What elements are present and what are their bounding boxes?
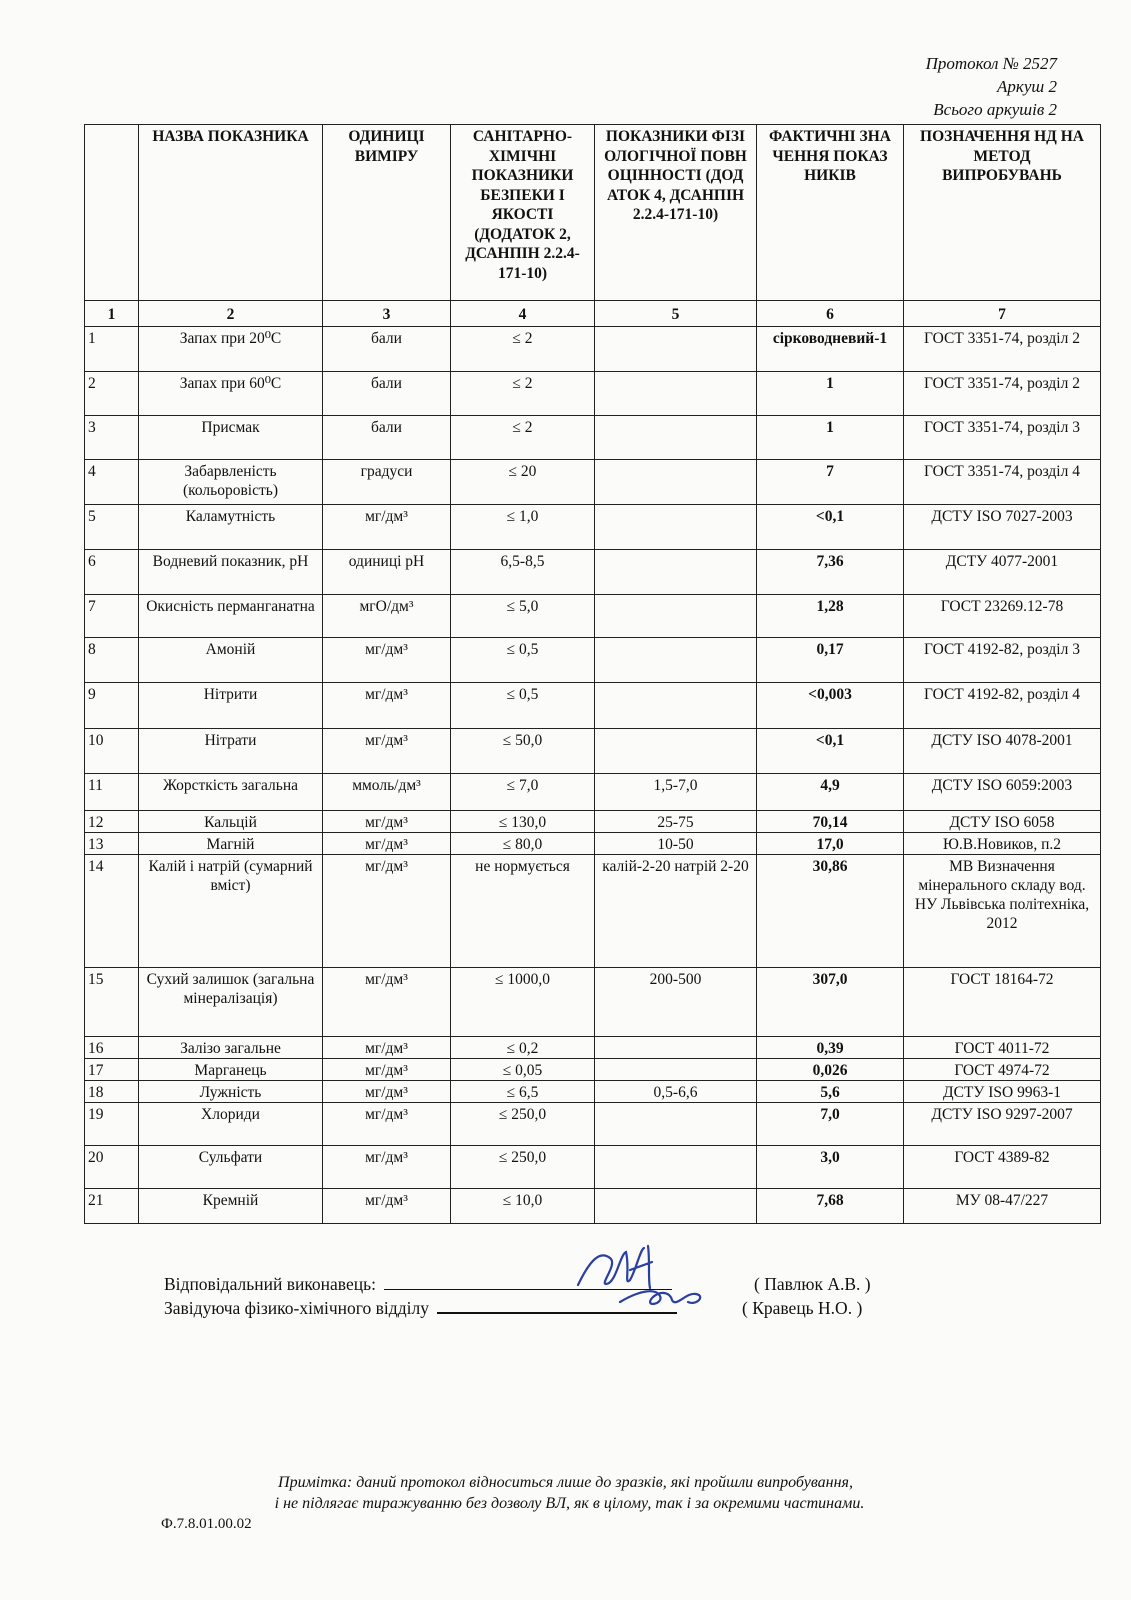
col-number: 6 bbox=[757, 301, 904, 327]
actual-value-cell: 1,28 bbox=[757, 595, 904, 638]
sanitary-norm-cell: 6,5-8,5 bbox=[451, 550, 595, 595]
table-row bbox=[85, 327, 1101, 372]
method-cell: ГОСТ 4192-82, розділ 4 bbox=[904, 683, 1101, 729]
physiological-norm-cell: 0,5-6,6 bbox=[595, 1081, 757, 1103]
physiological-norm-cell: 10-50 bbox=[595, 833, 757, 855]
col-header-name: НАЗВА ПОКАЗНИКА bbox=[139, 125, 323, 301]
sanitary-norm-cell: ≤ 250,0 bbox=[451, 1146, 595, 1189]
unit-cell: мг/дм³ bbox=[323, 638, 451, 683]
col-header-unit: ОДИНИЦІ ВИМІРУ bbox=[323, 125, 451, 301]
method-cell: ГОСТ 3351-74, розділ 2 bbox=[904, 327, 1101, 372]
physiological-norm-cell: калій-2-20 натрій 2-20 bbox=[595, 855, 757, 968]
actual-value-cell: <0,1 bbox=[757, 505, 904, 550]
sanitary-norm-cell: ≤ 0,5 bbox=[451, 638, 595, 683]
sanitary-norm-cell: ≤ 10,0 bbox=[451, 1189, 595, 1224]
method-cell: ГОСТ 3351-74, розділ 4 bbox=[904, 460, 1101, 505]
unit-cell: бали bbox=[323, 327, 451, 372]
actual-value-cell: 7,36 bbox=[757, 550, 904, 595]
executor-label: Відповідальний виконавець: bbox=[164, 1274, 376, 1294]
row-number: 21 bbox=[85, 1189, 139, 1224]
physiological-norm-cell bbox=[595, 683, 757, 729]
method-cell: ГОСТ 18164-72 bbox=[904, 968, 1101, 1037]
method-cell: ГОСТ 4389-82 bbox=[904, 1146, 1101, 1189]
sanitary-norm-cell: ≤ 6,5 bbox=[451, 1081, 595, 1103]
row-number: 2 bbox=[85, 372, 139, 416]
indicator-name: Хлориди bbox=[139, 1103, 323, 1146]
col-header-actual: ФАКТИЧНІ ЗНАЧЕННЯ ПОКАЗНИКІВ bbox=[757, 125, 904, 301]
unit-cell: мг/дм³ bbox=[323, 968, 451, 1037]
table-row bbox=[85, 683, 1101, 729]
unit-cell: мг/дм³ bbox=[323, 855, 451, 968]
row-number: 10 bbox=[85, 729, 139, 774]
physiological-norm-cell: 25-75 bbox=[595, 811, 757, 833]
unit-cell: мг/дм³ bbox=[323, 683, 451, 729]
table-row bbox=[85, 460, 1101, 505]
table-row bbox=[85, 595, 1101, 638]
actual-value-cell: 0,026 bbox=[757, 1059, 904, 1081]
sanitary-norm-cell: ≤ 2 bbox=[451, 372, 595, 416]
row-number: 15 bbox=[85, 968, 139, 1037]
physiological-norm-cell bbox=[595, 1037, 757, 1059]
actual-value-cell: 7,0 bbox=[757, 1103, 904, 1146]
table-row bbox=[85, 833, 1101, 855]
sanitary-norm-cell: ≤ 130,0 bbox=[451, 811, 595, 833]
row-number: 16 bbox=[85, 1037, 139, 1059]
method-cell: Ю.В.Новиков, п.2 bbox=[904, 833, 1101, 855]
physiological-norm-cell bbox=[595, 638, 757, 683]
head-name: ( Кравець Н.О. ) bbox=[742, 1298, 863, 1318]
physiological-norm-cell bbox=[595, 505, 757, 550]
actual-value-cell: 1 bbox=[757, 416, 904, 460]
col-number: 1 bbox=[85, 301, 139, 327]
physiological-norm-cell bbox=[595, 1059, 757, 1081]
indicator-name: Амоній bbox=[139, 638, 323, 683]
col-number: 2 bbox=[139, 301, 323, 327]
indicator-name: Присмак bbox=[139, 416, 323, 460]
method-cell: ГОСТ 23269.12-78 bbox=[904, 595, 1101, 638]
col-number: 5 bbox=[595, 301, 757, 327]
indicator-name: Сульфати bbox=[139, 1146, 323, 1189]
indicator-name: Водневий показник, рН bbox=[139, 550, 323, 595]
sanitary-norm-cell: ≤ 1000,0 bbox=[451, 968, 595, 1037]
unit-cell: мг/дм³ bbox=[323, 1037, 451, 1059]
physiological-norm-cell bbox=[595, 550, 757, 595]
unit-cell: мг/дм³ bbox=[323, 1146, 451, 1189]
actual-value-cell: 5,6 bbox=[757, 1081, 904, 1103]
actual-value-cell: 3,0 bbox=[757, 1146, 904, 1189]
indicator-name: Запах при 20⁰С bbox=[139, 327, 323, 372]
actual-value-cell: 4,9 bbox=[757, 774, 904, 811]
actual-value-cell: 70,14 bbox=[757, 811, 904, 833]
table-row bbox=[85, 1103, 1101, 1146]
actual-value-cell: 17,0 bbox=[757, 833, 904, 855]
actual-value-cell: 307,0 bbox=[757, 968, 904, 1037]
indicator-name: Магній bbox=[139, 833, 323, 855]
row-number: 11 bbox=[85, 774, 139, 811]
unit-cell: мг/дм³ bbox=[323, 1081, 451, 1103]
method-cell: ДСТУ ISO 9297-2007 bbox=[904, 1103, 1101, 1146]
method-cell: ГОСТ 4192-82, розділ 3 bbox=[904, 638, 1101, 683]
indicator-name: Марганець bbox=[139, 1059, 323, 1081]
actual-value-cell: 0,39 bbox=[757, 1037, 904, 1059]
indicator-name: Кальцій bbox=[139, 811, 323, 833]
unit-cell: ммоль/дм³ bbox=[323, 774, 451, 811]
method-cell: ДСТУ ISO 9963-1 bbox=[904, 1081, 1101, 1103]
actual-value-cell: 0,17 bbox=[757, 638, 904, 683]
table-row bbox=[85, 505, 1101, 550]
results-table bbox=[84, 124, 1101, 1224]
physiological-norm-cell bbox=[595, 729, 757, 774]
table-row bbox=[85, 729, 1101, 774]
sanitary-norm-cell: ≤ 2 bbox=[451, 416, 595, 460]
indicator-name: Кремній bbox=[139, 1189, 323, 1224]
protocol-header bbox=[926, 52, 1057, 121]
col-header-physio: ПОКАЗНИКИ ФІЗІОЛОГІЧНОЇ ПОВНОЦІННОСТІ (ДОДАТОК 4, ДСАНПІН 2.2.4-171-10) bbox=[595, 125, 757, 301]
method-cell: МВ Визначення мінерального складу вод. НУ Львівська політехніка, 2012 bbox=[904, 855, 1101, 968]
row-number: 20 bbox=[85, 1146, 139, 1189]
table-row bbox=[85, 1146, 1101, 1189]
sanitary-norm-cell: ≤ 50,0 bbox=[451, 729, 595, 774]
sanitary-norm-cell: ≤ 2 bbox=[451, 327, 595, 372]
unit-cell: мг/дм³ bbox=[323, 729, 451, 774]
unit-cell: мг/дм³ bbox=[323, 1189, 451, 1224]
row-number: 9 bbox=[85, 683, 139, 729]
row-number: 6 bbox=[85, 550, 139, 595]
indicator-name: Калій і натрій (сумарний вміст) bbox=[139, 855, 323, 968]
row-number: 13 bbox=[85, 833, 139, 855]
indicator-name: Нітрити bbox=[139, 683, 323, 729]
row-number: 4 bbox=[85, 460, 139, 505]
actual-value-cell: 1 bbox=[757, 372, 904, 416]
actual-value-cell: 7 bbox=[757, 460, 904, 505]
head-signature-line bbox=[437, 1296, 677, 1314]
sanitary-norm-cell: ≤ 0,2 bbox=[451, 1037, 595, 1059]
unit-cell: мг/дм³ bbox=[323, 1059, 451, 1081]
method-cell: ГОСТ 4011-72 bbox=[904, 1037, 1101, 1059]
row-number: 5 bbox=[85, 505, 139, 550]
row-number: 12 bbox=[85, 811, 139, 833]
physiological-norm-cell bbox=[595, 1103, 757, 1146]
table-row bbox=[85, 855, 1101, 968]
col-header-empty bbox=[85, 125, 139, 301]
row-number: 3 bbox=[85, 416, 139, 460]
row-number: 17 bbox=[85, 1059, 139, 1081]
unit-cell: мгО/дм³ bbox=[323, 595, 451, 638]
indicator-name: Каламутність bbox=[139, 505, 323, 550]
row-number: 14 bbox=[85, 855, 139, 968]
physiological-norm-cell bbox=[595, 327, 757, 372]
indicator-name: Забарвленість (кольоровість) bbox=[139, 460, 323, 505]
sanitary-norm-cell: ≤ 0,5 bbox=[451, 683, 595, 729]
col-header-sanitary: САНІТАРНО-ХІМІЧНІ ПОКАЗНИКИ БЕЗПЕКИ І ЯКОСТІ (ДОДАТОК 2, ДСАНПІН 2.2.4-171-10) bbox=[451, 125, 595, 301]
table-row bbox=[85, 372, 1101, 416]
sanitary-norm-cell: не нормується bbox=[451, 855, 595, 968]
protocol-number: Протокол № 2527 bbox=[925, 54, 1057, 73]
indicator-name: Нітрати bbox=[139, 729, 323, 774]
indicator-name: Залізо загальне bbox=[139, 1037, 323, 1059]
sanitary-norm-cell: ≤ 5,0 bbox=[451, 595, 595, 638]
unit-cell: бали bbox=[323, 416, 451, 460]
unit-cell: мг/дм³ bbox=[323, 505, 451, 550]
physiological-norm-cell bbox=[595, 460, 757, 505]
col-header-method: ПОЗНАЧЕННЯ НД НА МЕТОД ВИПРОБУВАНЬ bbox=[904, 125, 1101, 301]
method-cell: МУ 08-47/227 bbox=[904, 1189, 1101, 1224]
signatures-block bbox=[164, 1272, 871, 1320]
unit-cell: мг/дм³ bbox=[323, 833, 451, 855]
indicator-name: Окисність перманганатна bbox=[139, 595, 323, 638]
column-number-row bbox=[85, 301, 1101, 327]
method-cell: ДСТУ ISO 7027-2003 bbox=[904, 505, 1101, 550]
col-number: 3 bbox=[323, 301, 451, 327]
table-row bbox=[85, 1059, 1101, 1081]
footnote bbox=[0, 1472, 1131, 1514]
row-number: 18 bbox=[85, 1081, 139, 1103]
sanitary-norm-cell: ≤ 80,0 bbox=[451, 833, 595, 855]
table-row bbox=[85, 968, 1101, 1037]
sanitary-norm-cell: ≤ 20 bbox=[451, 460, 595, 505]
row-number: 1 bbox=[85, 327, 139, 372]
method-cell: ДСТУ 4077-2001 bbox=[904, 550, 1101, 595]
table-row bbox=[85, 774, 1101, 811]
method-cell: ДСТУ ISO 6058 bbox=[904, 811, 1101, 833]
sanitary-norm-cell: ≤ 7,0 bbox=[451, 774, 595, 811]
table-row bbox=[85, 1189, 1101, 1224]
physiological-norm-cell: 1,5-7,0 bbox=[595, 774, 757, 811]
sanitary-norm-cell: ≤ 0,05 bbox=[451, 1059, 595, 1081]
method-cell: ДСТУ ISO 6059:2003 bbox=[904, 774, 1101, 811]
row-number: 7 bbox=[85, 595, 139, 638]
sheet-number: Аркуш 2 bbox=[997, 77, 1057, 96]
indicator-name: Жорсткість загальна bbox=[139, 774, 323, 811]
footnote-line-2: і не підлягає тиражуванню без дозволу ВЛ, як в цілому, так і за окремими частинами. bbox=[274, 1495, 865, 1512]
method-cell: ГОСТ 4974-72 bbox=[904, 1059, 1101, 1081]
col-number: 7 bbox=[904, 301, 1101, 327]
physiological-norm-cell bbox=[595, 372, 757, 416]
row-number: 8 bbox=[85, 638, 139, 683]
row-number: 19 bbox=[85, 1103, 139, 1146]
footnote-line-1: Примітка: даний протокол відноситься лише до зразків, які пройшли випробування, bbox=[278, 1474, 853, 1491]
unit-cell: одиниці рН bbox=[323, 550, 451, 595]
unit-cell: мг/дм³ bbox=[323, 1103, 451, 1146]
method-cell: ГОСТ 3351-74, розділ 3 bbox=[904, 416, 1101, 460]
actual-value-cell: сірководневий-1 bbox=[757, 327, 904, 372]
table-row bbox=[85, 1081, 1101, 1103]
executor-row bbox=[164, 1272, 871, 1296]
table-row bbox=[85, 638, 1101, 683]
table-row bbox=[85, 416, 1101, 460]
physiological-norm-cell bbox=[595, 1189, 757, 1224]
physiological-norm-cell: 200-500 bbox=[595, 968, 757, 1037]
physiological-norm-cell bbox=[595, 1146, 757, 1189]
executor-name: ( Павлюк А.В. ) bbox=[754, 1274, 871, 1294]
unit-cell: бали bbox=[323, 372, 451, 416]
sanitary-norm-cell: ≤ 250,0 bbox=[451, 1103, 595, 1146]
unit-cell: мг/дм³ bbox=[323, 811, 451, 833]
head-label: Завідуюча фізико-хімічного відділу bbox=[164, 1298, 429, 1318]
method-cell: ГОСТ 3351-74, розділ 2 bbox=[904, 372, 1101, 416]
header-row bbox=[85, 125, 1101, 301]
physiological-norm-cell bbox=[595, 595, 757, 638]
indicator-name: Запах при 60⁰С bbox=[139, 372, 323, 416]
form-code: Ф.7.8.01.00.02 bbox=[161, 1516, 252, 1532]
table-row bbox=[85, 811, 1101, 833]
head-row bbox=[164, 1296, 863, 1320]
col-number: 4 bbox=[451, 301, 595, 327]
total-sheets: Всього аркушів 2 bbox=[933, 100, 1057, 119]
table-row bbox=[85, 550, 1101, 595]
physiological-norm-cell bbox=[595, 416, 757, 460]
method-cell: ДСТУ ISO 4078-2001 bbox=[904, 729, 1101, 774]
table-row bbox=[85, 1037, 1101, 1059]
actual-value-cell: <0,003 bbox=[757, 683, 904, 729]
indicator-name: Лужність bbox=[139, 1081, 323, 1103]
actual-value-cell: 7,68 bbox=[757, 1189, 904, 1224]
sanitary-norm-cell: ≤ 1,0 bbox=[451, 505, 595, 550]
indicator-name: Сухий залишок (загальна мінералізація) bbox=[139, 968, 323, 1037]
actual-value-cell: <0,1 bbox=[757, 729, 904, 774]
unit-cell: градуси bbox=[323, 460, 451, 505]
executor-signature-line bbox=[384, 1273, 672, 1290]
actual-value-cell: 30,86 bbox=[757, 855, 904, 968]
